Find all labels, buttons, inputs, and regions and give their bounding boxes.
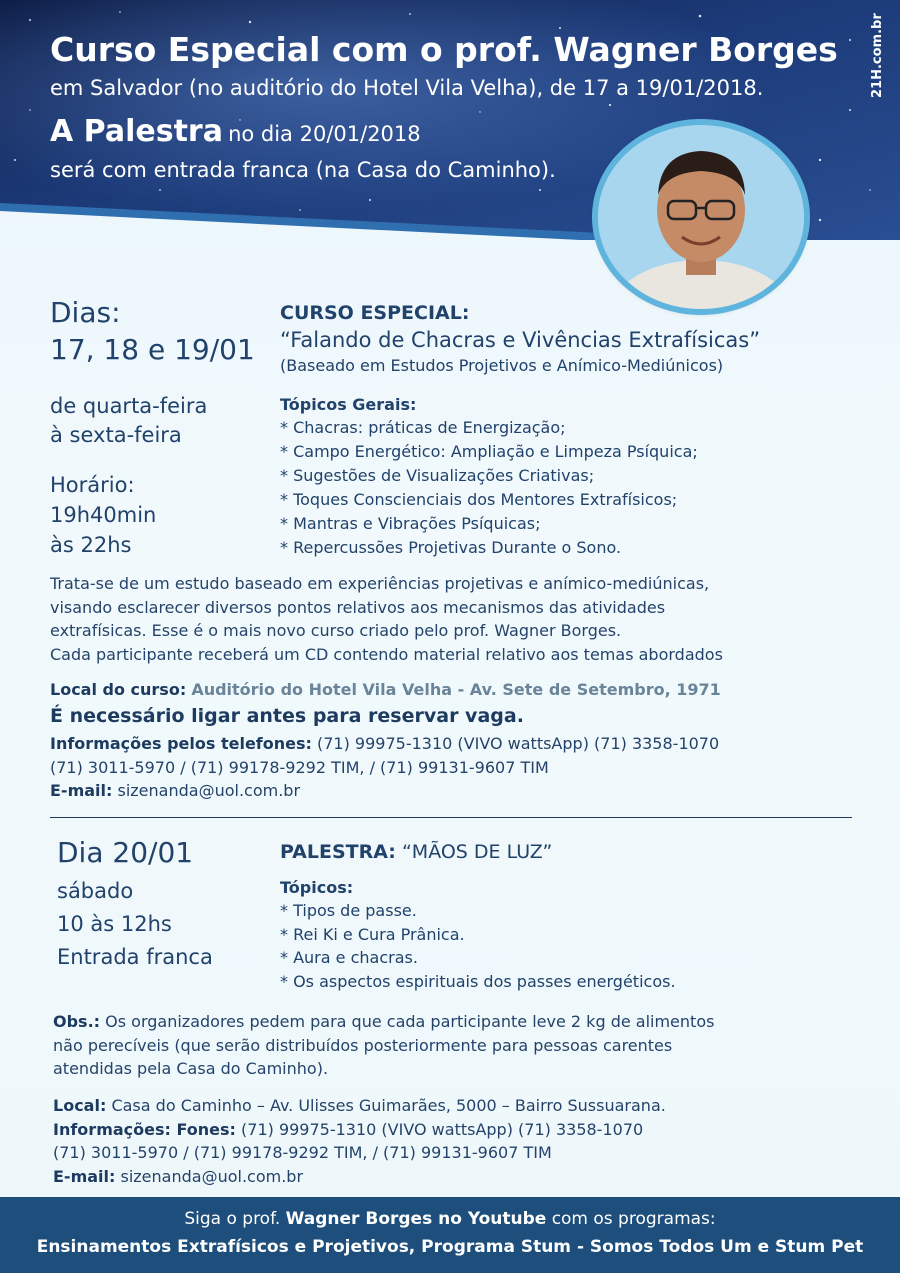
header-subtitle: em Salvador (no auditório do Hotel Vila Velha), de 17 a 19/01/2018. [50, 76, 764, 100]
list-item: * Toques Conscienciais dos Mentores Extrafísicos; [280, 490, 678, 509]
list-item: * Campo Energético: Ampliação e Limpeza Psíquica; [280, 442, 698, 461]
phones-line: (71) 3011-5970 / (71) 99178-9292 TIM, / (71) 99131-9607 TIM [50, 757, 549, 777]
portrait-illustration [598, 125, 804, 309]
footer-banner [0, 1197, 900, 1273]
obs-note [53, 1010, 853, 1081]
topics-label: Tópicos Gerais: [280, 395, 417, 414]
list-item: * Aura e chacras. [280, 948, 418, 967]
phones-line: (71) 99975-1310 (VIVO wattsApp) (71) 3358-1070 [317, 734, 720, 753]
weekday-line: de quarta-feira [50, 394, 208, 418]
footer-pre: Siga o prof. [184, 1209, 281, 1229]
footer-post: com os programas: [551, 1209, 716, 1229]
palestra-details [57, 875, 213, 974]
section-divider [50, 817, 852, 818]
footer-youtube: Wagner Borges no Youtube [285, 1209, 547, 1229]
description-line: Trata-se de um estudo baseado em experiências projetivas e anímico-mediúnicas, [50, 574, 710, 593]
list-item: * Sugestões de Visualizações Criativas; [280, 466, 595, 485]
detail-line: sábado [57, 879, 134, 903]
local-address: Auditório do Hotel Vila Velha - Av. Sete de Setembro, 1971 [191, 680, 721, 699]
horario-start: 19h40min [50, 503, 157, 527]
palestra-title: “MÃOS DE LUZ” [401, 841, 553, 863]
local-address: Casa do Caminho – Av. Ulisses Guimarães, 5000 – Bairro Sussuarana. [111, 1096, 666, 1115]
curso-description [50, 572, 850, 666]
curso-local [50, 680, 721, 699]
palestra-label: PALESTRA: [280, 841, 396, 863]
palestra-topics-label: Tópicos: [280, 878, 354, 897]
curso-label: CURSO ESPECIAL: [280, 302, 470, 324]
weekdays [50, 392, 207, 450]
footer-line1 [0, 1209, 900, 1229]
fones-label: Informações: Fones: [53, 1119, 236, 1139]
horario-label: Horário: [50, 473, 135, 497]
list-item: * Chacras: práticas de Energização; [280, 418, 566, 437]
palestra-heading-line [280, 841, 552, 863]
palestra-contacts [53, 1094, 666, 1188]
curso-title: “Falando de Chacras e Vivências Extrafísicas” [280, 328, 761, 352]
email-label: E-mail: [50, 781, 113, 800]
description-line: Cada participante receberá um CD contendo material relativo aos temas abordados [50, 644, 723, 664]
header-entrada: será com entrada franca (na Casa do Caminho). [50, 158, 556, 182]
phones-label: Informações pelos telefones: [50, 734, 312, 753]
reserve-notice: É necessário ligar antes para reservar vaga. [50, 705, 524, 727]
local-label: Local: [53, 1096, 107, 1115]
phones-line: (71) 99975-1310 (VIVO wattsApp) (71) 3358-1070 [241, 1119, 644, 1139]
curso-subtitle: (Baseado em Estudos Projetivos e Anímico-Mediúnicos) [280, 356, 724, 375]
description-line: visando esclarecer diversos pontos relativos aos mecanismos das atividades [50, 597, 666, 617]
list-item: * Mantras e Vibrações Psíquicas; [280, 514, 541, 533]
horario-end: às 22hs [50, 533, 132, 557]
detail-line: Entrada franca [57, 945, 213, 969]
horario [50, 470, 156, 560]
list-item: * Os aspectos espirituais dos passes energéticos. [280, 971, 676, 991]
palestra-heading: A Palestra [50, 114, 223, 149]
local-label: Local do curso: [50, 680, 187, 699]
list-item: * Repercussões Projetivas Durante o Sono. [280, 538, 622, 557]
curso-contacts [50, 732, 719, 803]
watermark-text: 21H.com.br [870, 13, 885, 98]
obs-line: não perecíveis (que serão distribuídos posteriormente para pessoas carentes [53, 1035, 673, 1055]
detail-line: 10 às 12hs [57, 912, 172, 936]
speaker-photo [598, 125, 804, 309]
weekday-line: à sexta-feira [50, 423, 182, 447]
footer-programs: Ensinamentos Extrafísicos e Projetivos, Programa Stum - Somos Todos Um e Stum Pet [36, 1237, 864, 1257]
dias-value: 17, 18 e 19/01 [50, 333, 255, 366]
email-address: sizenanda@uol.com.br [117, 781, 301, 800]
palestra-topics-list [280, 899, 676, 993]
phones-line: (71) 3011-5970 / (71) 99178-9292 TIM, / (71) 99131-9607 TIM [53, 1143, 552, 1162]
header-title: Curso Especial com o prof. Wagner Borges [50, 30, 838, 69]
email-address: sizenanda@uol.com.br [120, 1166, 304, 1186]
obs-line: atendidas pela Casa do Caminho). [53, 1059, 329, 1078]
dias-label: Dias: [50, 296, 121, 329]
obs-line: Os organizadores pedem para que cada participante leve 2 kg de alimentos [105, 1012, 715, 1031]
list-item: * Tipos de passe. [280, 901, 417, 920]
description-line: extrafísicas. Esse é o mais novo curso criado pelo prof. Wagner Borges. [50, 621, 622, 640]
palestra-date: no dia 20/01/2018 [228, 122, 421, 146]
header-palestra [50, 114, 421, 149]
palestra-day: Dia 20/01 [57, 836, 194, 869]
list-item: * Rei Ki e Cura Prânica. [280, 924, 465, 944]
topics-list [280, 416, 698, 560]
watermark [866, 10, 896, 100]
obs-label: Obs.: [53, 1012, 101, 1031]
email-label: E-mail: [53, 1166, 116, 1186]
